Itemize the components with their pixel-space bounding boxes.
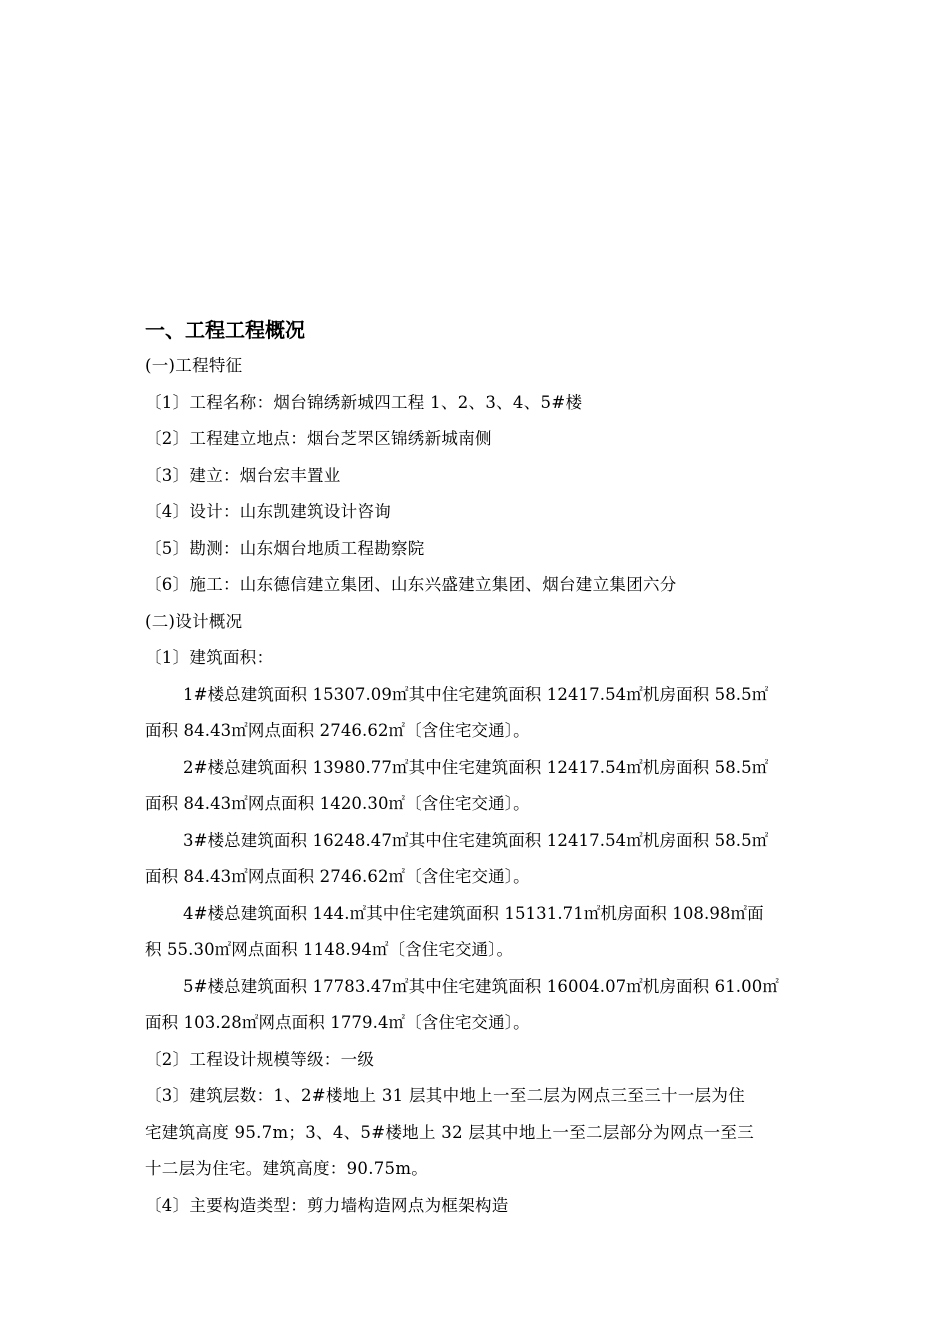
- item-construction: 〔6〕施工：山东德信建立集团、山东兴盛建立集团、烟台建立集团六分: [145, 575, 677, 594]
- building-1-area-line2: 面积 84.43㎡网点面积 2746.62㎡〔含住宅交通〕。: [145, 721, 530, 740]
- item-developer: 〔3〕建立：烟台宏丰置业: [145, 465, 341, 485]
- building-4-area-line1: 4#楼总建筑面积 144.㎡其中住宅建筑面积 15131.71㎡机房面积 108.98㎡面: [183, 903, 764, 923]
- building-2-area-line1: 2#楼总建筑面积 13980.77㎡其中住宅建筑面积 12417.54㎡机房面积 58.5㎡: [183, 757, 769, 777]
- item-project-location: 〔2〕工程建立地点：烟台芝罘区锦绣新城南侧: [145, 429, 492, 448]
- building-4-area-line2: 积 55.30㎡网点面积 1148.94㎡〔含住宅交通〕。: [145, 940, 514, 959]
- document-body: [145, 312, 807, 1224]
- item-designer: 〔4〕设计：山东凯建筑设计咨询: [145, 502, 391, 521]
- building-5-area-line2: 面积 103.28㎡网点面积 1779.4㎡〔含住宅交通〕。: [145, 1013, 530, 1032]
- building-5-area: [145, 969, 807, 1042]
- section-title-features: (一)工程特征: [145, 356, 243, 375]
- item-structure-type: 〔4〕主要构造类型：剪力墙构造网点为框架构造: [145, 1195, 509, 1215]
- item-floors-line1: 〔3〕建筑层数：1、2#楼地上 31 层其中地上一至二层为网点三至三十一层为住: [145, 1086, 746, 1105]
- building-3-area-line2: 面积 84.43㎡网点面积 2746.62㎡〔含住宅交通〕。: [145, 867, 530, 886]
- building-4-area: [145, 896, 807, 969]
- building-2-area-line2: 面积 84.43㎡网点面积 1420.30㎡〔含住宅交通〕。: [145, 794, 530, 813]
- item-design-grade: 〔2〕工程设计规模等级：一级: [145, 1049, 375, 1069]
- section-title-design: (二)设计概况: [145, 611, 243, 631]
- building-3-area-line1: 3#楼总建筑面积 16248.47㎡其中住宅建筑面积 12417.54㎡机房面积 58.5㎡: [183, 830, 769, 850]
- building-1-area: [145, 677, 807, 750]
- item-floors-line3: 十二层为住宅。建筑高度：90.75m。: [145, 1159, 429, 1178]
- chapter-heading: 一、工程工程概况: [145, 318, 305, 342]
- building-1-area-line1: 1#楼总建筑面积 15307.09㎡其中住宅建筑面积 12417.54㎡机房面积 58.5㎡: [183, 684, 769, 704]
- building-2-area: [145, 750, 807, 823]
- item-floors-line2: 宅建筑高度 95.7m；3、4、5#楼地上 32 层其中地上一至二层部分为网点一至三: [145, 1122, 755, 1142]
- building-5-area-line1: 5#楼总建筑面积 17783.47㎡其中住宅建筑面积 16004.07㎡机房面积 61.00㎡: [183, 976, 779, 996]
- item-building-area-title: 〔1〕建筑面积：: [145, 648, 274, 667]
- item-survey: 〔5〕勘测：山东烟台地质工程勘察院: [145, 538, 425, 558]
- item-project-name: 〔1〕工程名称：烟台锦绣新城四工程 1、2、3、4、5#楼: [145, 392, 583, 412]
- building-3-area: [145, 823, 807, 896]
